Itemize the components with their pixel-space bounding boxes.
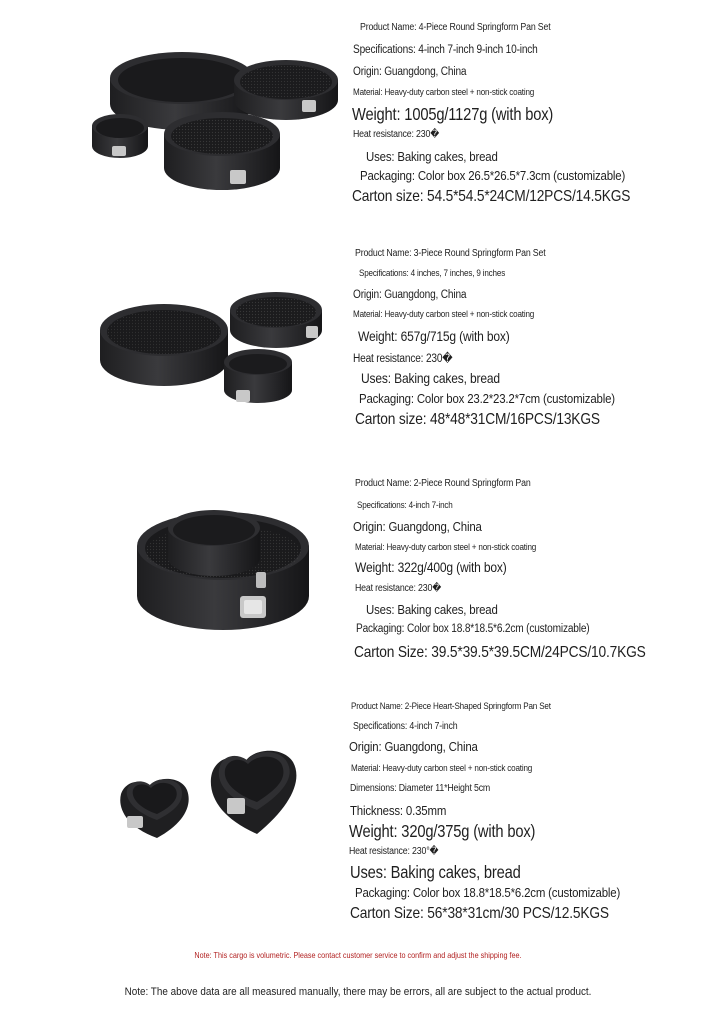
carton-size: Carton size: 54.5*54.5*24CM/12PCS/14.5KGS (352, 188, 631, 205)
specifications: Specifications: 4-inch 7-inch (357, 500, 453, 510)
uses: Uses: Baking cakes, bread (361, 370, 500, 386)
product-photo-3 (128, 500, 318, 640)
dimensions: Dimensions: Diameter 11*Height 5cm (350, 783, 491, 794)
springform-pans-image (98, 280, 334, 430)
product-name: Product Name: 2-Piece Round Springform Pan (355, 478, 531, 489)
material: Material: Heavy-duty carbon steel + non-stick coating (351, 763, 533, 773)
specifications: Specifications: 4 inches, 7 inches, 9 inches (359, 268, 506, 278)
carton-size: Carton Size: 39.5*39.5*39.5CM/24PCS/10.7KGS (354, 644, 646, 661)
material: Material: Heavy-duty carbon steel + non-stick coating (353, 309, 535, 319)
weight: Weight: 1005g/1127g (with box) (352, 104, 554, 124)
packaging: Packaging: Color box 18.8*18.5*6.2cm (customizable) (356, 623, 590, 635)
packaging: Packaging: Color box 23.2*23.2*7cm (customizable) (359, 391, 615, 406)
weight: Weight: 322g/400g (with box) (355, 559, 507, 575)
heat-resistance: Heat resistance: 230� (355, 583, 442, 594)
origin: Origin: Guangdong, China (353, 66, 467, 78)
packaging: Packaging: Color box 26.5*26.5*7.3cm (customizable) (360, 168, 626, 183)
volumetric-note: Note: This cargo is volumetric. Please contact customer service to confirm and adjust the shipping fee. (194, 950, 522, 960)
heat-resistance: Heat resistance: 230°� (349, 846, 439, 857)
material: Material: Heavy-duty carbon steel + non-stick coating (353, 87, 535, 97)
specifications: Specifications: 4-inch 7-inch 9-inch 10-inch (353, 44, 538, 56)
product-name: Product Name: 3-Piece Round Springform Pan Set (355, 248, 546, 259)
origin: Origin: Guangdong, China (349, 739, 478, 754)
weight: Weight: 320g/375g (with box) (349, 821, 536, 841)
springform-pans-image (82, 38, 344, 198)
material: Material: Heavy-duty carbon steel + non-stick coating (355, 542, 537, 552)
heat-resistance: Heat resistance: 230� (353, 129, 440, 140)
carton-size: Carton Size: 56*38*31cm/30 PCS/12.5KGS (350, 905, 609, 922)
uses: Uses: Baking cakes, bread (366, 602, 498, 617)
product-name: Product Name: 4-Piece Round Springform Pan Set (360, 22, 551, 33)
product-photo-2 (98, 280, 334, 430)
heat-resistance: Heat resistance: 230� (353, 353, 453, 365)
origin: Origin: Guangdong, China (353, 289, 467, 301)
origin: Origin: Guangdong, China (353, 519, 482, 534)
thickness: Thickness: 0.35mm (350, 803, 447, 818)
uses: Uses: Baking cakes, bread (366, 149, 498, 164)
specifications: Specifications: 4-inch 7-inch (353, 721, 458, 732)
weight: Weight: 657g/715g (with box) (358, 328, 510, 344)
springform-pans-image (128, 500, 318, 640)
packaging: Packaging: Color box 18.8*18.5*6.2cm (customizable) (355, 885, 621, 900)
uses: Uses: Baking cakes, bread (350, 862, 521, 882)
product-name: Product Name: 2-Piece Heart-Shaped Springform Pan Set (351, 701, 551, 711)
disclaimer-note: Note: The above data are all measured manually, there may be errors, all are subject to the actual product. (124, 986, 592, 998)
product-photo-4 (115, 740, 305, 840)
carton-size: Carton size: 48*48*31CM/16PCS/13KGS (355, 411, 600, 428)
heart-springform-pans-image (115, 740, 305, 840)
product-photo-1 (82, 38, 344, 198)
